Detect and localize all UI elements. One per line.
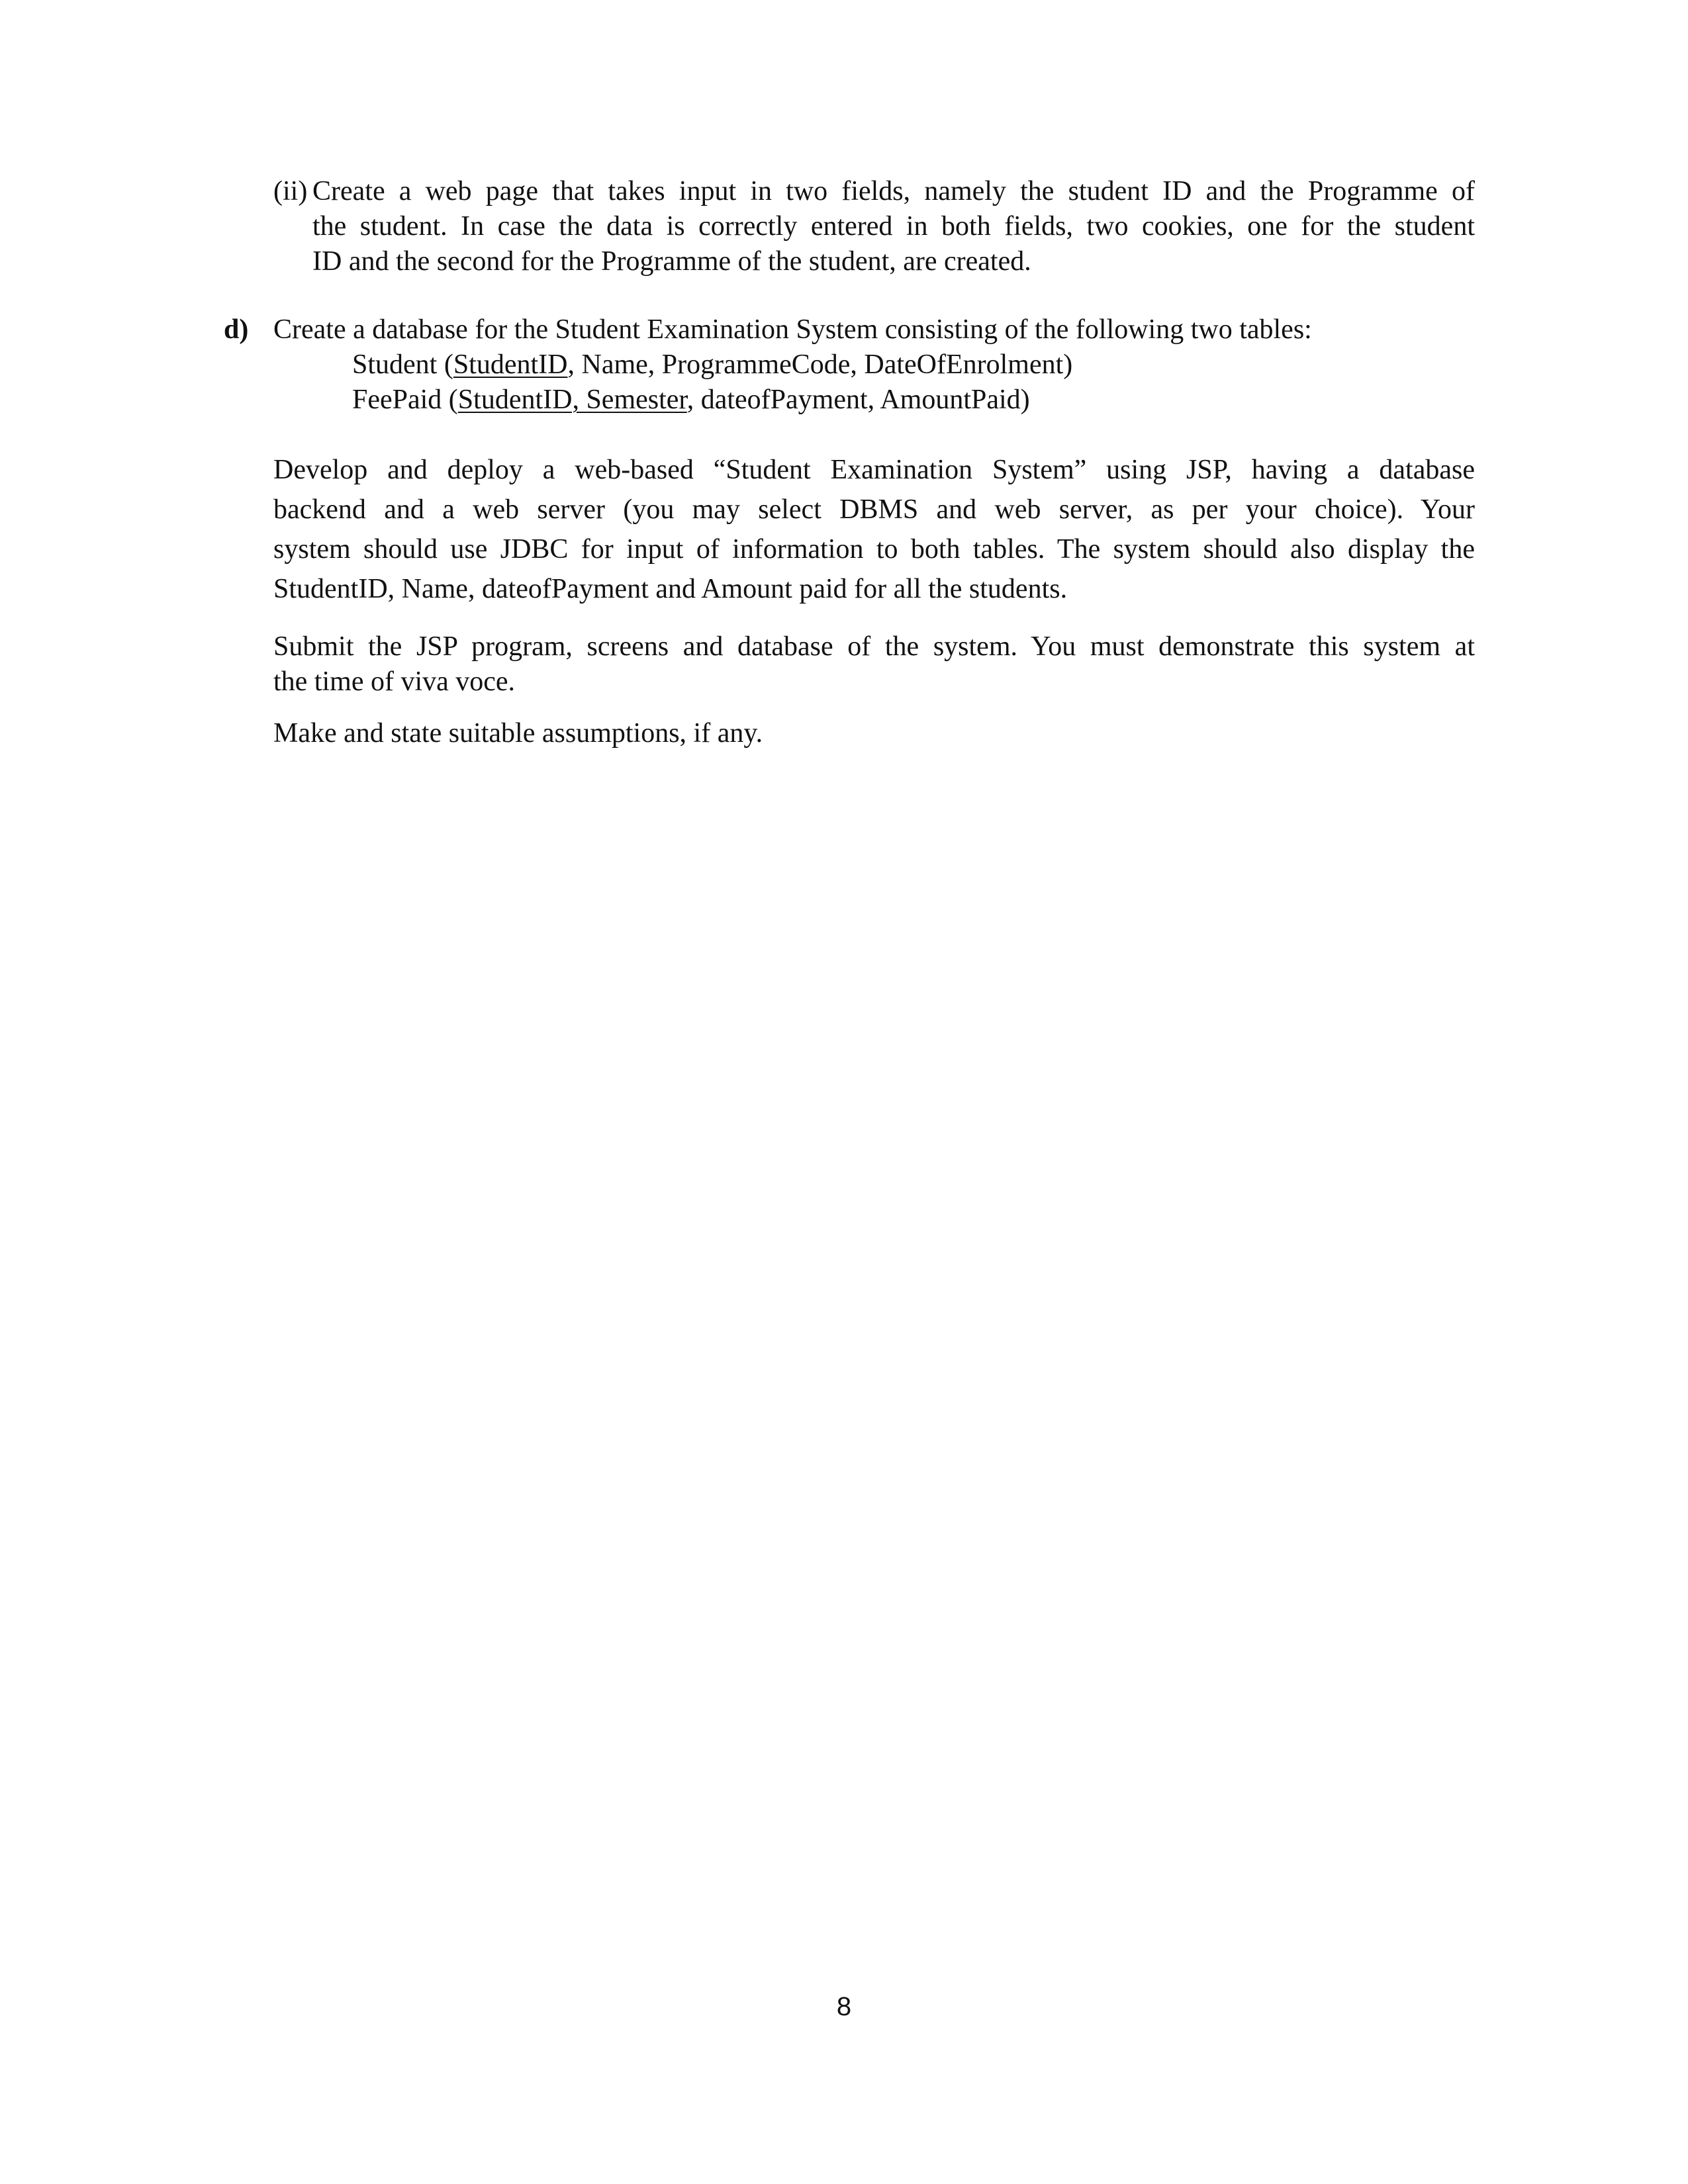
table-feepaid-name: FeePaid (: [352, 385, 458, 415]
table-feepaid: [352, 383, 1072, 418]
item-d-intro: Create a database for the Student Examination System consisting of the following two tables:: [273, 314, 1312, 345]
table-feepaid-key: StudentID, Semester: [457, 385, 687, 415]
table-student-key: StudentID: [453, 349, 568, 380]
paragraph-develop-line-2: backend and a web server (you may select DBMS and web server, as per your choice). Your: [273, 494, 1475, 525]
item-ii-text: [312, 174, 1475, 279]
paragraph-develop-line-3: system should use JDBC for input of information to both tables. The system should also display the: [273, 534, 1475, 565]
paragraph-submit-line-1: Submit the JSP program, screens and database of the system. You must demonstrate this system at: [273, 631, 1475, 662]
paragraph-submit-line-2: the time of viva voce.: [273, 666, 516, 697]
item-ii-line-1: Create a web page that takes input in two fields, namely the student ID and the Programme of: [312, 176, 1475, 206]
table-feepaid-columns: , dateofPayment, AmountPaid): [686, 385, 1030, 415]
item-ii-marker: (ii): [273, 176, 308, 206]
paragraph-develop: [273, 450, 1475, 609]
table-student: [352, 347, 1072, 383]
paragraph-develop-line-1: Develop and deploy a web-based “Student Examination System” using JSP, having a database: [273, 455, 1475, 485]
table-definitions: [352, 347, 1072, 418]
table-student-name: Student (: [352, 349, 453, 380]
paragraph-develop-line-4: StudentID, Name, dateofPayment and Amount paid for all the students.: [273, 574, 1068, 604]
table-student-columns: , Name, ProgrammeCode, DateOfEnrolment): [567, 349, 1073, 380]
item-d-marker: d): [224, 314, 249, 345]
paragraph-submit: [273, 629, 1475, 700]
assumptions-text: Make and state suitable assumptions, if any.: [273, 718, 763, 749]
item-ii-line-3: ID and the second for the Programme of the student, are created.: [312, 246, 1031, 277]
page-number: 8: [836, 1992, 852, 2021]
item-ii-line-2: the student. In case the data is correctly entered in both fields, two cookies, one for the student: [312, 211, 1475, 242]
